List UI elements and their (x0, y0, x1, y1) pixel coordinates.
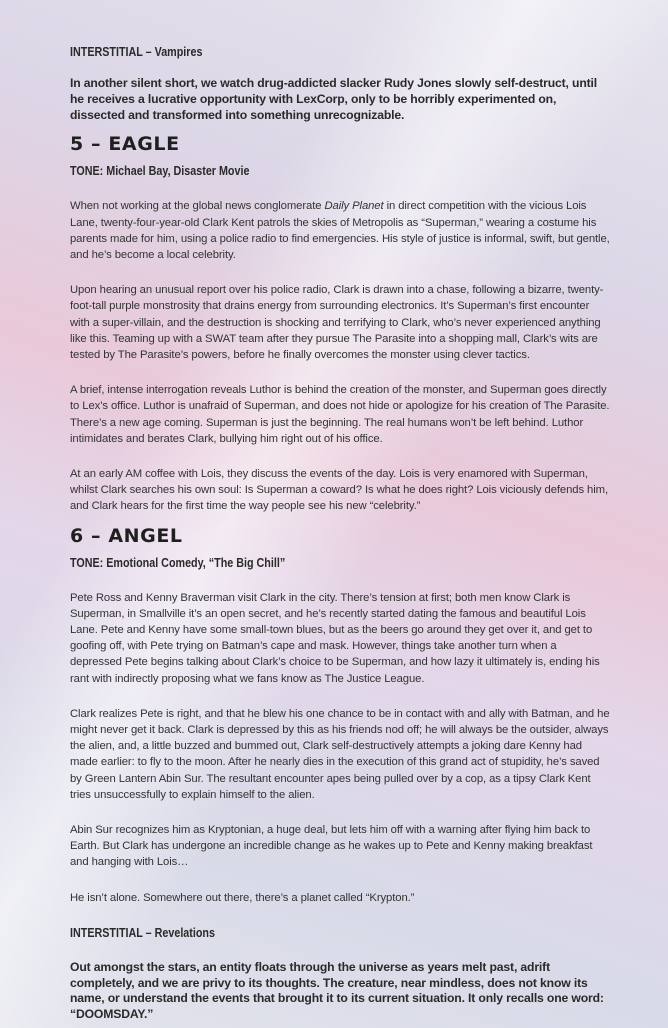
section-6-title: 6 – ANGEL (70, 524, 183, 547)
daily-planet-title: Daily Planet (324, 200, 384, 213)
section-6-paragraph-1: Pete Ross and Kenny Braverman visit Clark in the city. There’s tension at first; both men know Clark is Superman, in Smallville it’s an open secret, and he’s recently started dating the famous and beautiful Lois Lane. Pete and Kenny have some small-town blues, but as the beers go around they get over it, and get to goofing off, with Pete trying on Batman’s cape and mask. However, things take another turn when a depressed Pete begins talking about Clark’s choice to be Superman, and how lazy it ultimately is, ending his rant with indirectly proposing what we fans know as The Justice League. (70, 591, 600, 685)
document-page (70, 44, 610, 1023)
section-5-tone: TONE: Michael Bay, Disaster Movie (70, 164, 250, 179)
section-5-paragraph-4: At an early AM coffee with Lois, they discuss the events of the day. Lois is very enamored with Superman, whilst Clark searches his own soul: Is Superman a coward? Is what he does right? Lois viciously defends him, and Clark hears for the first time the way people see his new “celebrity.” (70, 468, 608, 513)
section-6-paragraph-4: He isn’t alone. Somewhere out there, there’s a planet called “Krypton.” (70, 891, 415, 904)
section-5-paragraph-1 (70, 198, 610, 263)
section-5-p1-before: When not working at the global news conglomerate (70, 200, 325, 213)
section-5-paragraph-3: A brief, intense interrogation reveals Luthor is behind the creation of the monster, and Superman goes directly to Lex’s office. Luthor is unafraid of Superman, and does not hide or apologize for his creation of The Parasite. There’s a new age coming. Superman is just the beginning. The real humans won’t be left behind. Luthor intimidates and berates Clark, bullying him right out of his office. (70, 384, 610, 445)
interstitial-vampires-heading: INTERSTITIAL – Vampires (70, 45, 203, 59)
section-6-tone: TONE: Emotional Comedy, “The Big Chill” (70, 555, 286, 570)
section-6-paragraph-3: Abin Sur recognizes him as Kryptonian, a huge deal, but lets him off with a warning after flying him back to Earth. But Clark has undergone an incredible change as he wakes up to Pete and Kenny making breakfast and hanging with Lois… (70, 824, 593, 869)
section-6-paragraph-2: Clark realizes Pete is right, and that he blew his one chance to be in contact with and ally with Batman, and he might never get it back. Clark is depressed by this as his friends nod off; he will always be the outsider, always the alien, and, a little buzzed and bummed out, Clark self-destructively attempts a joking dare Kenny had made earlier: to fly to the moon. After he nearly dies in the execution of this grand act of stupidity, he’s saved by Green Lantern Abin Sur. The resultant encounter apes being pulled over by a cop, as a tipsy Clark Kent tries unsuccessfully to explain himself to the alien. (70, 707, 610, 801)
interstitial-revelations-heading: INTERSTITIAL – Revelations (70, 925, 215, 940)
interstitial-revelations-text: Out amongst the stars, an entity floats through the universe as years melt past, adrift completely, and we are privy to its thoughts. The creature, near mindless, does not know its name, or understand the events that brought it to its current situation. It only recalls one word: “DOOMSDAY.” (70, 959, 604, 1022)
section-5-paragraph-2: Upon hearing an unusual report over his police radio, Clark is drawn into a chase, following a bizarre, twenty-foot-tall purple monstrosity that drains energy from surrounding electronics. It’s Superman’s first encounter with a super-villain, and the destruction is shocking and terrifying to Clark, who’s never experienced anything like this. Teaming up with a SWAT team after they pursue The Parasite into a shopping mall, Clark’s wits are tested by The Parasite’s powers, before he finally overcomes the monster using clever tactics. (70, 284, 604, 362)
section-5-p1-after: in direct competition with the vicious Lois Lane, twenty-four-year-old Clark Kent patrols the skies of Metropolis as “Superman,” wearing a costume his parents made for him, using a police radio to find emergencies. His style of justice is informal, swift, but gentle, and he’s become a local celebrity. (70, 200, 610, 261)
interstitial-vampires-text: In another silent short, we watch drug-addicted slacker Rudy Jones slowly self-destruct, until he receives a lucrative opportunity with LexCorp, only to be horribly experimented on, dissected and transformed into something unrecognizable. (70, 76, 598, 122)
section-5-title: 5 – EAGLE (70, 133, 180, 156)
